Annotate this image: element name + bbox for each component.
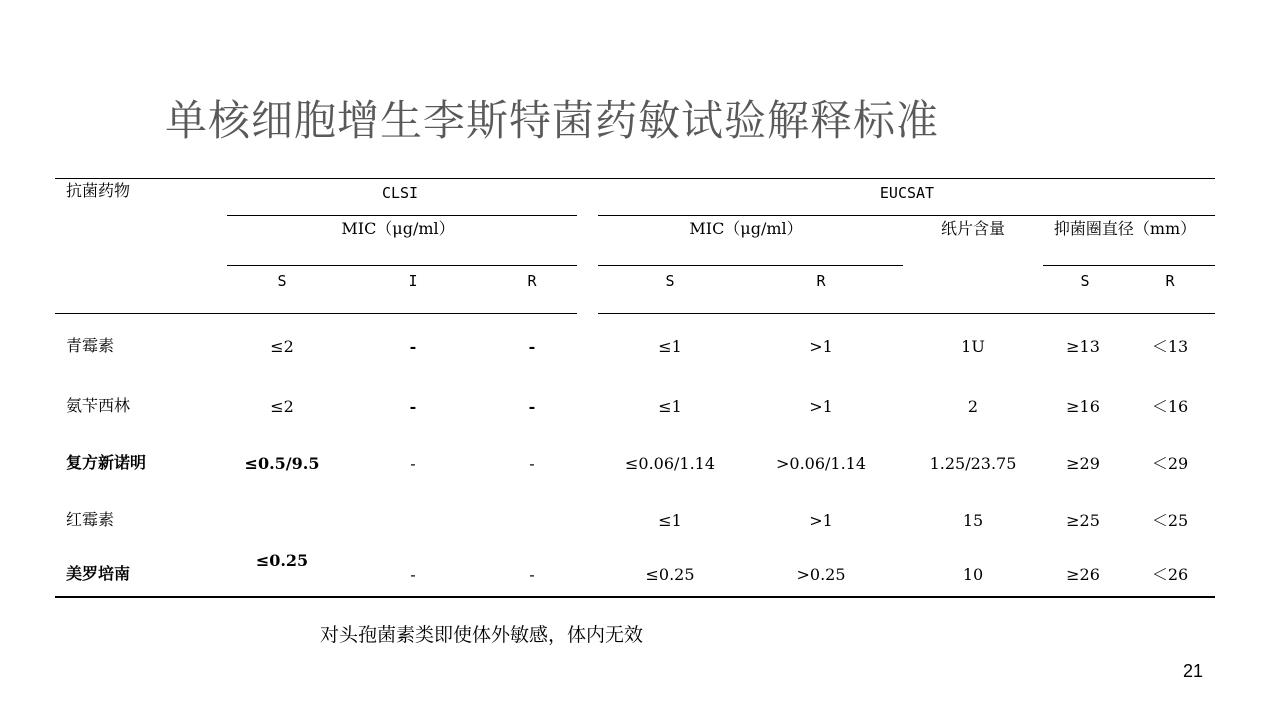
table-cell: >1	[809, 397, 833, 416]
table-cell: ＜29	[1151, 454, 1189, 473]
header-eu-r: R	[816, 272, 826, 290]
clsi-mic-rule	[227, 265, 577, 266]
table-cell: -	[528, 337, 536, 356]
header-zone-r: R	[1165, 272, 1175, 290]
header-drug: 抗菌药物	[66, 181, 131, 200]
table-cell: ≤0.5/9.5	[244, 454, 320, 473]
table-cell: ≤1	[658, 511, 682, 530]
table-cell: 15	[962, 511, 984, 530]
page-number: 21	[1183, 661, 1204, 681]
footnote: 对头孢菌素类即使体外敏感，体内无效	[320, 624, 644, 646]
table-cell: ≤1	[658, 397, 682, 416]
header-eu-s: S	[665, 272, 675, 290]
table-cell: -	[410, 565, 416, 584]
table-cell: ＜26	[1151, 565, 1189, 584]
table-cell: ≤1	[658, 337, 682, 356]
header-clsi-r: R	[527, 272, 537, 290]
table-cell: >1	[809, 337, 833, 356]
table-cell: -	[529, 565, 535, 584]
table-row-drug: 美罗培南	[66, 564, 131, 583]
table-cell: ≤0.25	[645, 565, 695, 584]
header-eucsat: EUCSAT	[879, 184, 935, 202]
header-disk-content: 纸片含量	[940, 219, 1006, 238]
table-cell: 1.25/23.75	[929, 454, 1017, 473]
header-clsi-i: I	[408, 272, 418, 290]
table-cell: >1	[809, 511, 833, 530]
table-cell: ≥29	[1066, 454, 1100, 473]
table-cell: -	[409, 397, 417, 416]
table-cell: ≤0.06/1.14	[624, 454, 716, 473]
header-bottom-rule-right	[598, 313, 1215, 314]
zone-rule	[1043, 265, 1215, 266]
table-row-drug: 复方新诺明	[66, 453, 147, 472]
slide-title: 单核细胞增生李斯特菌药敏试验解释标准	[165, 96, 940, 145]
table-cell: ≥26	[1066, 565, 1100, 584]
header-clsi-s: S	[277, 272, 287, 290]
table-cell: -	[409, 337, 417, 356]
header-bottom-rule-left	[55, 313, 577, 314]
header-clsi-mic: MIC（μg/ml）	[341, 219, 455, 238]
table-cell: >0.06/1.14	[775, 454, 867, 473]
table-cell: ≥25	[1066, 511, 1100, 530]
table-cell: ≤2	[270, 337, 294, 356]
table-cell: >0.25	[796, 565, 846, 584]
table-cell: ≤2	[270, 397, 294, 416]
header-eucsat-mic: MIC（μg/ml）	[689, 219, 803, 238]
table-cell: ≥13	[1066, 337, 1100, 356]
clsi-rule	[227, 215, 577, 216]
table-cell: ≥16	[1066, 397, 1100, 416]
header-zone-s: S	[1080, 272, 1090, 290]
table-cell: 2	[967, 397, 979, 416]
table-cell: 1U	[961, 337, 985, 356]
table-cell: ＜16	[1151, 397, 1189, 416]
header-clsi: CLSI	[381, 184, 419, 202]
table-cell: -	[529, 454, 535, 473]
table-cell: ＜13	[1151, 337, 1189, 356]
table-cell: -	[410, 454, 416, 473]
eucsat-mic-rule	[598, 265, 903, 266]
table-bottom-rule	[55, 596, 1215, 598]
table-cell: -	[528, 397, 536, 416]
table-row-drug: 青霉素	[66, 336, 115, 355]
table-cell: 10	[962, 565, 984, 584]
table-cell: ＜25	[1151, 511, 1189, 530]
table-cell: ≤0.25	[255, 551, 309, 570]
header-zone-diameter: 抑菌圈直径（mm）	[1053, 219, 1197, 238]
table-top-rule	[55, 178, 1215, 179]
table-row-drug: 氨苄西林	[66, 396, 131, 415]
table-row-drug: 红霉素	[66, 510, 115, 529]
eucsat-rule	[598, 215, 1215, 216]
